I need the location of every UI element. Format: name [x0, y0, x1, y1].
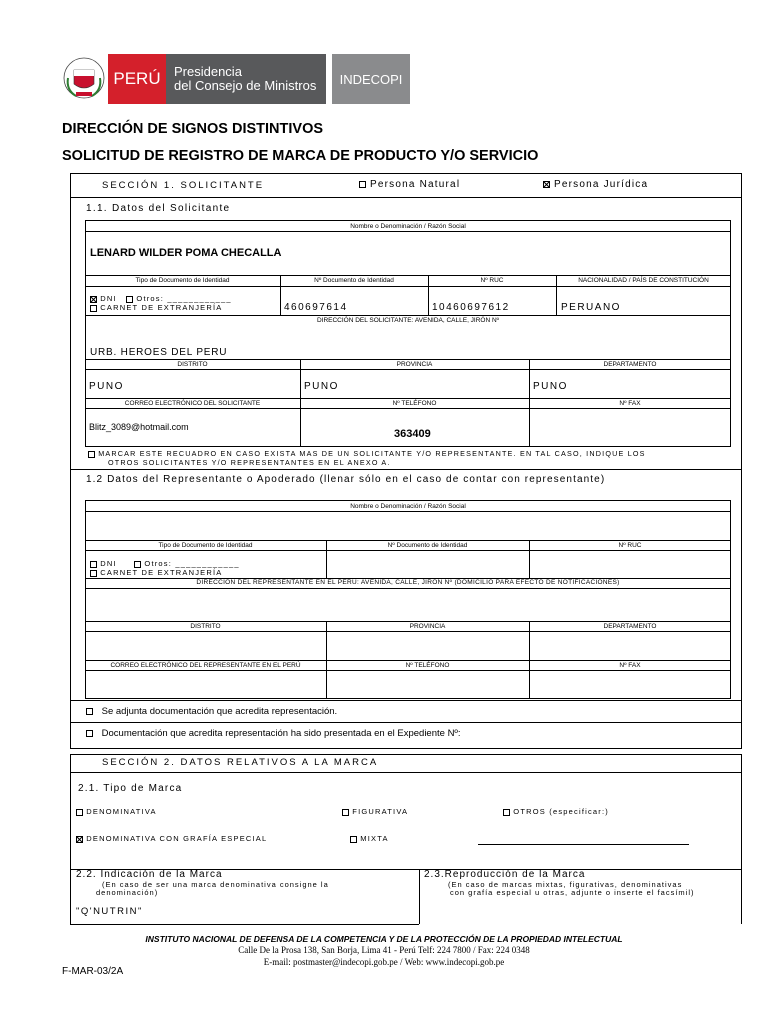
persona-natural-option[interactable]: Persona Natural [359, 179, 460, 190]
otros-marca-checkbox[interactable] [503, 809, 510, 816]
telefono-label: Nº TELÉFONO [392, 400, 437, 407]
request-title: SOLICITUD DE REGISTRO DE MARCA DE PRODUCTO Y/O SERVICIO [62, 148, 539, 164]
section2-title: SECCIÓN 2. DATOS RELATIVOS A LA MARCA [102, 757, 379, 768]
footer-address: Calle De la Prosa 138, San Borja, Lima 41 - Perú Telf: 224 7800 / Fax: 224 0348 [238, 945, 530, 955]
departamento-value[interactable]: PUNO [533, 381, 568, 392]
rep-nombre-label: Nombre o Denominación / Razón Social [350, 503, 466, 510]
correo-label: CORREO ELECTRÓNICO DEL SOLICITANTE [124, 400, 261, 407]
figurativa-checkbox[interactable] [342, 809, 349, 816]
carnet-option[interactable]: CARNET DE EXTRANJERÍA [90, 303, 222, 312]
denominativa-checkbox[interactable] [76, 809, 83, 816]
figurativa-option[interactable]: FIGURATIVA [342, 807, 408, 816]
peru-logo: PERÚ [108, 54, 166, 104]
rep-departamento-label: DEPARTAMENTO [603, 623, 657, 630]
nombre-label: Nombre o Denominación / Razón Social [350, 223, 466, 230]
dni-option[interactable]: DNI Otros: ____________ [90, 294, 232, 303]
provincia-value[interactable]: PUNO [304, 381, 339, 392]
pcm-logo [166, 54, 326, 104]
adjunta-option[interactable]: Se adjunta documentación que acredita representación. [86, 706, 337, 717]
rep-correo-label: CORREO ELECTRÓNICO DEL REPRESENTANTE EN EL PERÚ [110, 662, 301, 669]
nacionalidad-value[interactable]: PERUANO [561, 302, 621, 313]
direccion-label: DIRECCIÓN DEL SOLICITANTE: AVENIDA, CALLE, JIRÓN Nº [316, 317, 500, 324]
datos-solicitante-title: 1.1. Datos del Solicitante [86, 203, 231, 214]
denominativa-grafia-option[interactable]: DENOMINATIVA CON GRAFÍA ESPECIAL [76, 834, 267, 843]
rep-provincia-label: PROVINCIA [409, 623, 446, 630]
denominativa-option[interactable]: DENOMINATIVA [76, 807, 157, 816]
persona-juridica-option[interactable]: Persona Jurídica [543, 179, 648, 190]
persona-natural-checkbox[interactable] [359, 181, 366, 188]
footer-institute: INSTITUTO NACIONAL DE DEFENSA DE LA COMPETENCIA Y DE LA PROTECCIÓN DE LA PROPIEDAD INTELECTUAL [145, 934, 623, 944]
form-code: F-MAR-03/2A [62, 966, 124, 977]
nombre-value[interactable]: LENARD WILDER POMA CHECALLA [90, 247, 282, 259]
otros-marca-option[interactable]: OTROS (especificar:) [503, 807, 609, 816]
footer-email[interactable]: E-mail: postmaster@indecopi.gob.pe / Web: www.indecopi.gob.pe [263, 957, 505, 967]
provincia-label: PROVINCIA [396, 361, 433, 368]
marcar-recuadro-checkbox[interactable] [88, 451, 95, 458]
direccion-value[interactable]: URB. HEROES DEL PERU [90, 347, 228, 358]
indicacion-title: 2.2. Indicación de la Marca [76, 869, 223, 880]
ruc-value[interactable]: 10460697612 [432, 302, 510, 313]
marcar-recuadro-note-line2: OTROS SOLICITANTES Y/O REPRESENTANTES EN EL ANEXO A. [108, 458, 391, 467]
tipo-marca-title: 2.1. Tipo de Marca [78, 783, 183, 794]
rep-num-doc-label: Nº Documento de Identidad [387, 542, 468, 549]
nacionalidad-label: NACIONALIDAD / PAÍS DE CONSTITUCIÓN [578, 277, 709, 284]
mixta-option[interactable]: MIXTA [350, 834, 389, 843]
otros-checkbox[interactable] [126, 296, 133, 303]
dni-checkbox[interactable] [90, 296, 97, 303]
reproduccion-note1: (En caso de marcas mixtas, figurativas, denominativas [448, 880, 683, 889]
rep-dni-checkbox[interactable] [90, 561, 97, 568]
persona-juridica-checkbox[interactable] [543, 181, 550, 188]
rep-carnet-option[interactable]: CARNET DE EXTRANJERÍA [90, 568, 222, 577]
rep-direccion-label: DIRECCIÓN DEL REPRESENTANTE EN EL PERÚ: AVENIDA, CALLE, JIRÓN Nº (DOMICILIO PARA EFECTO DE NOTIFICACIONES) [196, 579, 620, 586]
indicacion-note1: (En caso de ser una marca denominativa consigne la [102, 880, 329, 889]
num-doc-label: Nº Documento de Identidad [314, 277, 394, 284]
telefono-value[interactable]: 363409 [394, 428, 431, 440]
indicacion-value[interactable]: "Q'NUTRIN" [76, 906, 143, 917]
direction-title: DIRECCIÓN DE SIGNOS DISTINTIVOS [62, 121, 324, 137]
rep-ruc-label: Nº RUC [618, 542, 642, 549]
indicacion-note2: denominación) [96, 888, 159, 897]
representante-title: 1.2 Datos del Representante o Apoderado (llenar sólo en el caso de contar con representante) [86, 474, 606, 485]
coat-of-arms-logo [62, 52, 106, 104]
denominativa-grafia-checkbox[interactable] [76, 836, 83, 843]
rep-dni-option[interactable]: DNI Otros: ____________ [90, 559, 240, 568]
pcm-line2: del Consejo de Ministros [174, 78, 317, 93]
reproduccion-title: 2.3.Reproducción de la Marca [424, 869, 586, 880]
presentada-checkbox[interactable] [86, 730, 93, 737]
fax-label: Nº FAX [619, 400, 641, 407]
mixta-checkbox[interactable] [350, 836, 357, 843]
departamento-label: DEPARTAMENTO [603, 361, 657, 368]
ruc-label: Nº RUC [480, 277, 504, 284]
indecopi-logo: INDECOPI [332, 54, 410, 104]
rep-fax-label: Nº FAX [619, 662, 641, 669]
marcar-recuadro-note[interactable]: MARCAR ESTE RECUADRO EN CASO EXISTA MAS DE UN SOLICITANTE Y/O REPRESENTANTE. EN TAL CASO, INDIQUE LOS [88, 449, 646, 458]
rep-telefono-label: Nº TELÉFONO [405, 662, 450, 669]
presentada-option[interactable]: Documentación que acredita representación ha sido presentada en el Expediente Nº: [86, 728, 461, 739]
rep-tipo-doc-label: Tipo de Documento de Identidad [158, 542, 253, 549]
distrito-value[interactable]: PUNO [89, 381, 124, 392]
rep-carnet-checkbox[interactable] [90, 570, 97, 577]
correo-value[interactable]: Blitz_3089@hotmail.com [89, 422, 189, 432]
otros-specify-line [478, 844, 689, 845]
rep-otros-checkbox[interactable] [134, 561, 141, 568]
num-doc-value[interactable]: 460697614 [284, 302, 348, 313]
section1-title: SECCIÓN 1. SOLICITANTE [102, 180, 265, 191]
reproduccion-note2: con grafía especial u otras, adjunte o inserte el facsímil) [450, 888, 695, 897]
adjunta-checkbox[interactable] [86, 708, 93, 715]
distrito-label: DISTRITO [177, 361, 208, 368]
rep-distrito-label: DISTRITO [190, 623, 221, 630]
pcm-line1: Presidencia [174, 64, 242, 79]
tipo-doc-label: Tipo de Documento de Identidad [135, 277, 230, 284]
carnet-checkbox[interactable] [90, 305, 97, 312]
